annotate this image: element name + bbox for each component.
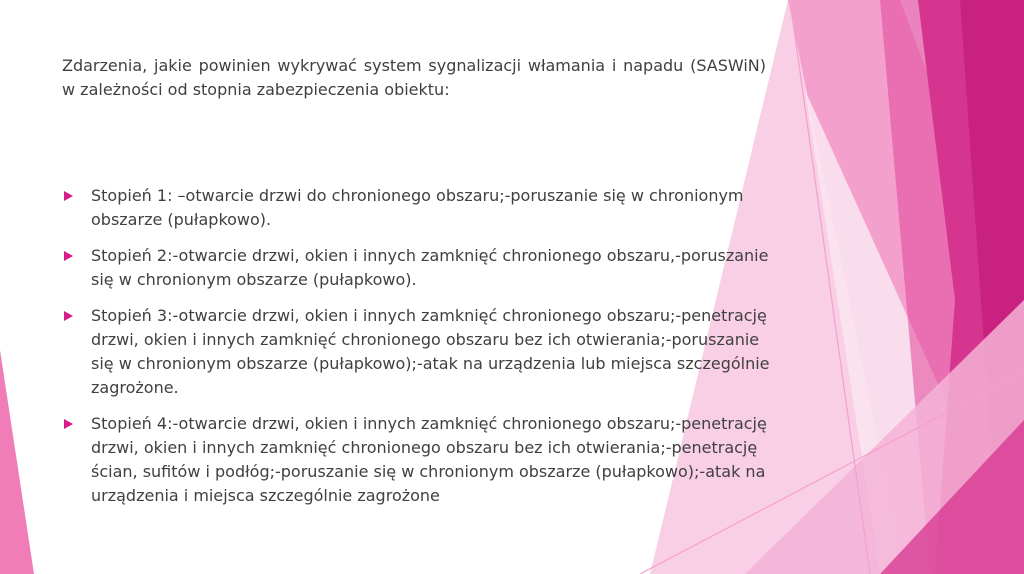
list-item	[62, 184, 782, 232]
list-item	[62, 304, 782, 400]
triangle-bullet-icon	[64, 419, 73, 429]
bullet-text: Stopień 3:-otwarcie drzwi, okien i innych zamknięć chronionego obszaru;-penetrację drzwi, okien i innych zamknięć chronionego obszaru bez ich otwierania;-poruszanie się w chronionym obszarze (pułapkowo);-atak na urządzenia lub miejsca szczególnie zagrożone.	[91, 306, 770, 397]
bullet-text: Stopień 2:-otwarcie drzwi, okien i innych zamknięć chronionego obszaru,-poruszanie się w chronionym obszarze (pułapkowo).	[91, 246, 769, 289]
bullet-list	[62, 184, 782, 520]
triangle-bullet-icon	[64, 191, 73, 201]
list-item	[62, 412, 782, 508]
bullet-text: Stopień 1: –otwarcie drzwi do chronionego obszaru;-poruszanie się w chronionym obszarze (pułapkowo).	[91, 186, 744, 229]
triangle-bullet-icon	[64, 311, 73, 321]
triangle-bullet-icon	[64, 251, 73, 261]
bullet-text: Stopień 4:-otwarcie drzwi, okien i innych zamknięć chronionego obszaru;-penetrację drzwi, okien i innych zamknięć chronionego obszaru bez ich otwierania;-penetrację ścian, sufitów i podłóg;-poruszanie się w chronionym obszarze (pułapkowo);-atak na urządzenia i miejsca szczególnie zagrożone	[91, 414, 767, 505]
slide-title: Zdarzenia, jakie powinien wykrywać system sygnalizacji włamania i napadu (SASWiN) w zależności od stopnia zabezpieczenia obiektu:	[62, 56, 766, 99]
list-item	[62, 244, 782, 292]
left-edge-strip	[0, 350, 34, 574]
